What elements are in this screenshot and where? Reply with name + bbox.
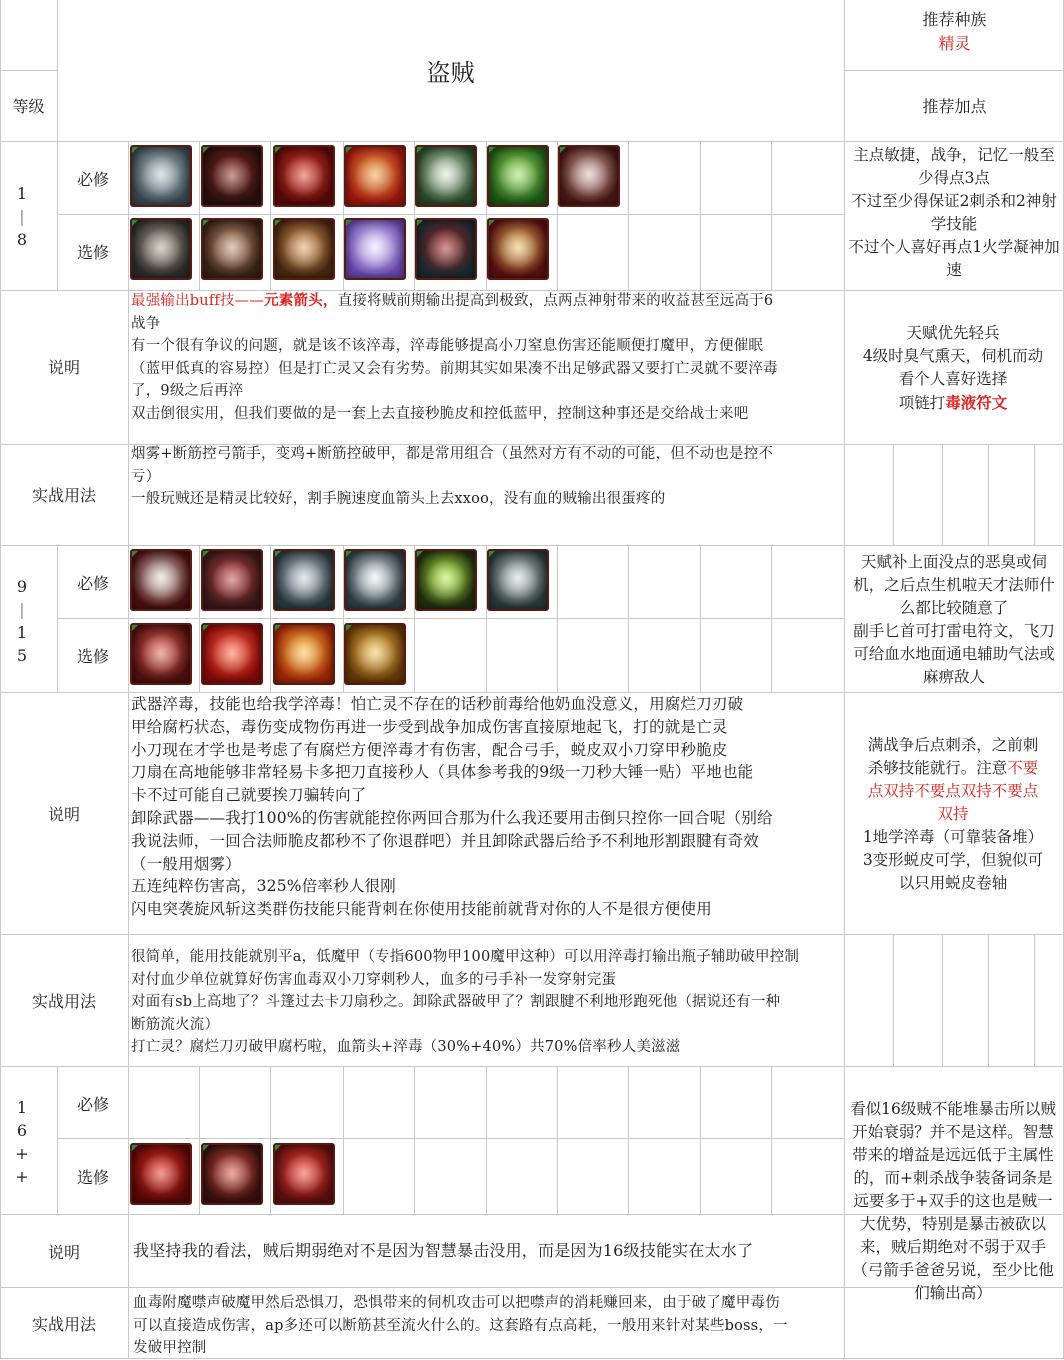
text-line: 烟雾+断筋控弓箭手，变鸡+断筋控破甲，都是常用组合（虽然对方有不动的可能，但不动也是控不 [131, 446, 774, 462]
text-line: 可以直接造成伤害，ap多还可以断筋甚至流火什么的。这套路有点高耗，一般用来针对某些boss，一 [133, 1317, 788, 1334]
level-range-9-15: 9 | 1 5 [16, 577, 28, 665]
coil-serpent-icon [344, 623, 406, 685]
hammer-icon [130, 218, 192, 280]
text-line: 4级时臭气熏天，伺机而动 [862, 347, 1044, 365]
running-figure-icon [487, 145, 549, 207]
text-line: 了，9级之后再淬 [131, 383, 244, 399]
text-line: 断筋流火流） [131, 1016, 220, 1033]
text-line: 亏） [131, 468, 161, 485]
text-line: 五连纯粹伤害高，325%倍率秒人很刚 [131, 877, 396, 896]
whirl-blades-icon [415, 145, 477, 207]
text-line: 武器淬毒，技能也给我学淬毒！怕亡灵不存在的话秒前毒给他奶血没意义，用腐烂刀刃破 [131, 695, 744, 713]
text-line: 天赋优先轻兵 [906, 324, 1000, 342]
text-line: 对面有sb上高地了？斗篷过去卡刀扇秒之。卸除武器破甲了？割跟腱不利地形跑死他（据说还有一种 [131, 994, 781, 1010]
spear-thrust-icon [487, 549, 549, 611]
crossed-daggers-icon [273, 549, 335, 611]
practice-text [131, 443, 831, 511]
recommended-points-text: 主点敏捷，战争，记忆一般至少得点3点 不过至少得保证2刺杀和2神射学技能 不过个人喜好再点1火学凝神加速 [848, 146, 1060, 279]
text-line: 对付血少单位就算好伤害血毒双小刀穿刺秒人，血多的弓手补一发穿射完蛋 [131, 971, 617, 988]
skull-mask-icon [201, 218, 263, 280]
level-range-16-plus: 1 6 + + [15, 1098, 29, 1186]
talent-text [846, 322, 1060, 415]
race-value: 精灵 [938, 34, 971, 53]
dagger-strike-icon [558, 145, 620, 207]
claw-potion-icon [130, 145, 192, 207]
text-line: 项链打毒液符文 [898, 393, 1008, 412]
text-line: 点双持不要点双持不要点 [867, 782, 1039, 800]
level-header: 等级 [12, 96, 45, 116]
lightning-strike-icon [415, 549, 477, 611]
blade-fan-icon [344, 549, 406, 611]
text-line: 杀够技能就行。注意不要 [867, 759, 1039, 777]
class-title: 盗贼 [426, 58, 475, 87]
text-line: 有一个很有争议的问题，就是该不该淬毒，淬毒能够提高小刀窒息伤害还能顺便打魔甲，方便催眠 [131, 338, 764, 354]
required-label: 必修 [76, 1094, 109, 1114]
race-block [845, 8, 1064, 56]
recommended-points-text: 天赋补上面没点的恶臭或伺机，之后点生机啦天才法师什么都比较随意了 副手匕首可打雷电符文，飞刀可给血水地面通电辅助气法或麻痹敌人 [853, 553, 1055, 686]
text-line: 以只用蜕皮卷轴 [898, 874, 1008, 892]
bloody-spike-icon [130, 549, 192, 611]
practice-label: 实战用法 [31, 991, 96, 1011]
text-line: （一般用烟雾） [131, 854, 241, 873]
rooster-icon [487, 218, 549, 280]
optional-label: 选修 [76, 243, 109, 262]
text-line: 闪电突袭旋风斩这类群伤技能只能背刺在你使用技能前就背对你的人不是很方便使用 [131, 900, 712, 919]
text-line: 最强输出buff技——元素箭头，直接将贼前期输出提高到极致，点两点神射带来的收益甚至远高于6 [131, 292, 774, 309]
forbidden-icon [273, 1143, 335, 1205]
text-line: 卡不过可能自己就要挨刀骗转向了 [131, 786, 367, 805]
text-line: 卸除武器——我打100%的伤害就能控你两回合那为什么我还要用击倒只控你一回合呢（别给 [131, 808, 773, 827]
text-line: 满战争后点刺杀，之前刺 [867, 736, 1039, 754]
explain-text [131, 693, 841, 921]
recommended-points-text: 看似16级贼不能堆暴击所以贼开始衰弱？并不是这样。智慧带来的增益是远远低于主属性的，而+刺杀战争装备词条是远要多于+双手的这也是贼一大优势，特别是暴击被砍以来，贼后期绝对不弱于双手（弓箭手爸爸另说，至少比他们输出高） [850, 1100, 1056, 1302]
text-line: 打亡灵？腐烂刀刃破甲腐朽啦，血箭头+淬毒（30%+40%）共70%倍率秒人美滋滋 [131, 1039, 681, 1055]
burning-blade-icon [344, 145, 406, 207]
text-line: （蓝甲低真的容易控）但是打亡灵又会有劣势。前期其实如果凑不出足够武器又要打亡灵就不要淬毒 [131, 360, 778, 377]
explain-text [131, 290, 841, 425]
required-label: 必修 [76, 573, 109, 593]
text-line: 3变形蜕皮可学，但貌似可 [862, 851, 1044, 869]
required-label: 必修 [76, 169, 109, 189]
hooded-rogue-icon [201, 145, 263, 207]
talent-text [846, 734, 1060, 895]
practice-text [131, 946, 836, 1059]
explain-label: 说明 [47, 1242, 80, 1262]
text-line: 看个人喜好选择 [898, 370, 1008, 388]
demon-face-icon [201, 623, 263, 685]
text-line: 一般玩贼还是精灵比较好，割手腕速度血箭头上去xxoo，没有血的贼输出很蛋疼的 [131, 491, 666, 507]
race-label: 推荐种族 [922, 10, 987, 29]
fire-burst-icon [273, 623, 335, 685]
text-line: 刀扇在高地能够非常轻易卡多把刀直接秒人（具体参考我的9级一刀秒大锤一贴）平地也能 [131, 763, 754, 782]
text-line: 战争 [131, 315, 161, 332]
shadow-figure-icon [415, 218, 477, 280]
text-line: 1地学淬毒（可靠装备堆） [862, 828, 1044, 846]
fear-strike-icon [201, 1143, 263, 1205]
practice-label: 实战用法 [31, 485, 96, 505]
optional-label: 选修 [76, 1167, 109, 1187]
text-line: 我说法师，一回合法师脆皮都秒不了你退群吧）并且卸除武器后给予不利地形割跟腱有奇效 [131, 831, 760, 850]
explain-label: 说明 [47, 358, 80, 377]
explain-text: 我坚持我的看法，贼后期弱绝对不是因为智慧暴击没用，而是因为16级技能实在太水了 [133, 1241, 754, 1260]
text-line: 双击倒很实用，但我们要做的是一套上去直接秒脆皮和控低蓝甲，控制这种事还是交给战士来吧 [131, 405, 749, 422]
text-line: 很简单，能用技能就别平a，低魔甲（专指600物甲100魔甲这种）可以用淬毒打输出瓶子辅助破甲控制 [131, 949, 800, 965]
rage-warrior-icon [130, 623, 192, 685]
text-line: 小刀现在才学也是考虑了有腐烂方便淬毒才有伤害，配合弓手，蜕皮双小刀穿甲秒脆皮 [131, 740, 728, 759]
level-range-1-8: 1 | 8 [16, 184, 28, 249]
practice-label: 实战用法 [31, 1315, 96, 1334]
text-line: 血毒附魔噤声破魔甲然后恐惧刀，恐惧带来的伺机攻击可以把噤声的消耗赚回来，由于破了魔甲毒伤 [133, 1295, 780, 1311]
crimson-cloak-icon [130, 1143, 192, 1205]
text-line: 甲给腐朽状态，毒伤变成物伤再进一步受到战争加成伤害直接原地起飞，打的就是亡灵 [131, 717, 728, 736]
practice-text [133, 1292, 838, 1360]
text-line: 发破甲控制 [133, 1340, 207, 1356]
fist-icon [273, 218, 335, 280]
text-line: 双持 [937, 805, 969, 823]
violet-aura-icon [344, 218, 406, 280]
points-header: 推荐加点 [922, 96, 987, 116]
optional-label: 选修 [76, 646, 109, 666]
explain-label: 说明 [47, 804, 80, 824]
slash-icon [201, 549, 263, 611]
heart-icon [273, 145, 335, 207]
